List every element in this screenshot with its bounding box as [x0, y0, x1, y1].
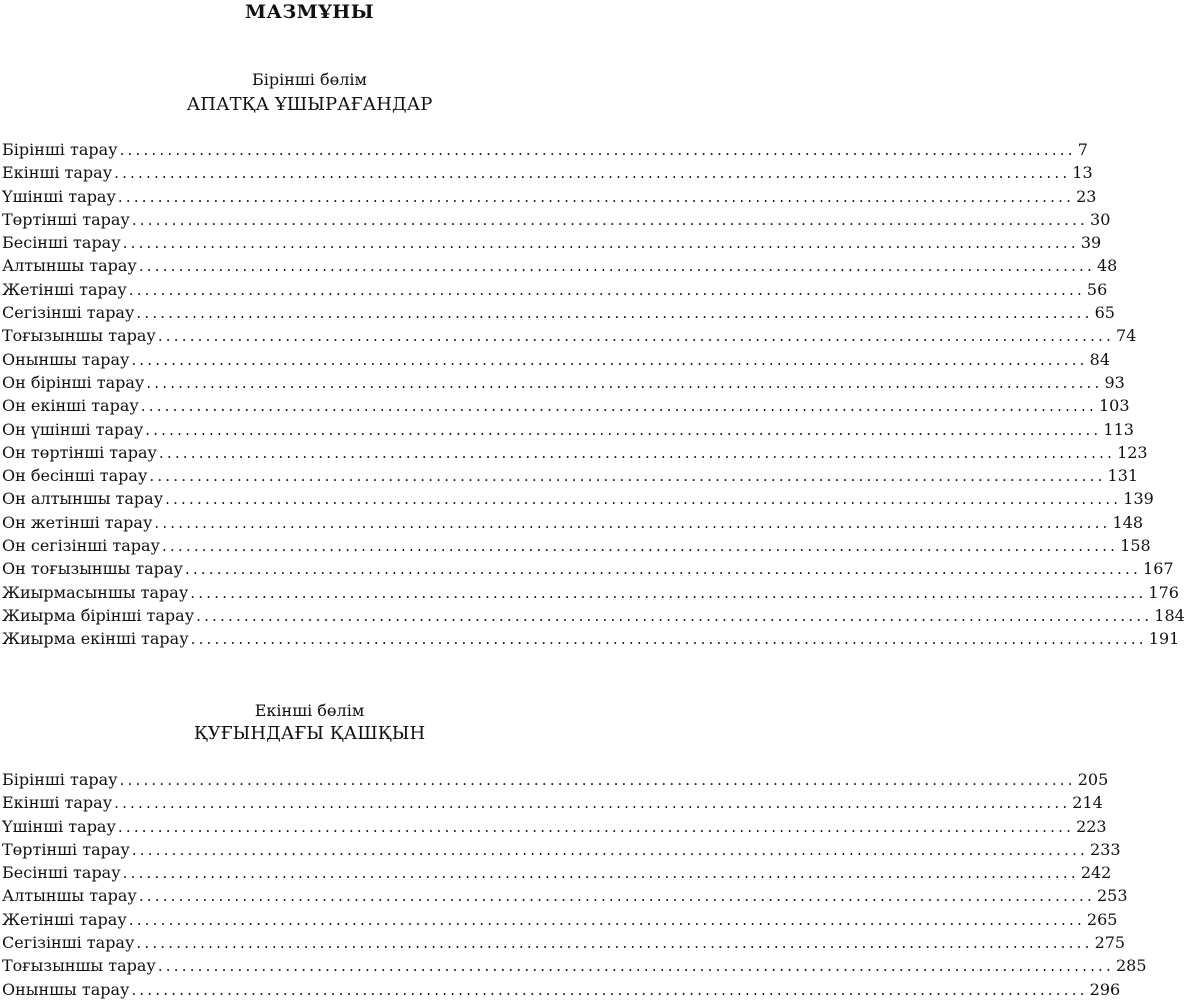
dot-leader: ........................................................................................................................	[117, 817, 1075, 836]
chapter-page-number: 56	[1086, 279, 1108, 299]
chapter-page-number: 253	[1096, 886, 1128, 906]
chapter-page-number: 48	[1096, 256, 1118, 276]
toc-entry[interactable]	[2, 371, 1125, 394]
dot-leader: ........................................................................................................................	[196, 606, 1153, 625]
toc-entry[interactable]	[2, 464, 1139, 487]
chapter-title: Жиырмасыншы тарау	[2, 582, 189, 602]
chapter-title: Тоғызыншы тарау	[2, 326, 156, 346]
dot-leader: ........................................................................................................................	[122, 234, 1079, 253]
chapter-page-number: 285	[1116, 956, 1147, 976]
dot-leader: ........................................................................................................................	[114, 164, 1071, 183]
chapter-title: Жиырма бірінші тарау	[2, 605, 195, 625]
dot-leader: ........................................................................................................................	[165, 490, 1122, 509]
dot-leader: ........................................................................................................................	[138, 257, 1095, 276]
dot-leader: ........................................................................................................................	[184, 560, 1142, 579]
chapter-page-number: 296	[1089, 979, 1121, 999]
chapter-title: Он тоғызыншы тарау	[2, 559, 183, 579]
chapter-page-number: 242	[1080, 863, 1112, 883]
chapter-page-number: 214	[1072, 793, 1103, 813]
part-2-label: Екінші бөлім	[254, 701, 365, 720]
toc-entry[interactable]	[2, 185, 1097, 208]
toc-entry[interactable]	[2, 815, 1107, 838]
chapter-title: Сегізінші тарау	[2, 933, 135, 953]
dot-leader: ........................................................................................................................	[154, 513, 1111, 532]
toc-entry[interactable]	[2, 908, 1118, 931]
chapter-title: Оныншы тарау	[2, 979, 130, 999]
toc-entry[interactable]	[2, 768, 1109, 791]
chapter-title: Жетінші тарау	[2, 909, 127, 929]
toc-entry[interactable]	[2, 861, 1112, 884]
chapter-title: Он сегізінші тарау	[2, 536, 160, 556]
chapter-page-number: 84	[1089, 349, 1110, 369]
chapter-page-number: 7	[1077, 140, 1088, 159]
chapter-page-number: 103	[1098, 396, 1130, 416]
dot-leader: ........................................................................................................................	[119, 771, 1076, 789]
toc-entry[interactable]	[2, 208, 1111, 231]
chapter-title: Он екінші тарау	[2, 396, 139, 416]
chapter-title: Он бесінші тарау	[2, 466, 148, 486]
dot-leader: ........................................................................................................................	[117, 187, 1075, 206]
dot-leader: ........................................................................................................................	[119, 141, 1076, 159]
toc-entry[interactable]	[2, 557, 1174, 580]
chapter-title: Оныншы тарау	[2, 349, 130, 369]
page-title: МАЗМҰНЫ	[244, 1, 375, 23]
toc-entry[interactable]	[2, 978, 1121, 1001]
dot-leader: ........................................................................................................................	[146, 373, 1103, 392]
dot-leader: ........................................................................................................................	[128, 280, 1085, 299]
chapter-page-number: 30	[1090, 209, 1111, 229]
toc-entry[interactable]	[2, 931, 1126, 954]
dot-leader: ........................................................................................................................	[138, 887, 1095, 906]
dot-leader: ........................................................................................................................	[190, 583, 1147, 602]
dot-leader: ........................................................................................................................	[131, 350, 1088, 369]
part-2-chapter-list	[2, 768, 1147, 1001]
chapter-title: Бірінші тарау	[2, 140, 118, 159]
toc-entry[interactable]	[2, 394, 1130, 417]
chapter-page-number: 131	[1107, 466, 1139, 486]
dot-leader: ........................................................................................................................	[128, 910, 1085, 929]
toc-entry[interactable]	[2, 231, 1102, 254]
chapter-title: Он үшінші тарау	[2, 419, 144, 439]
dot-leader: ........................................................................................................................	[161, 537, 1119, 556]
chapter-page-number: 148	[1112, 512, 1144, 532]
chapter-page-number: 223	[1076, 816, 1107, 836]
chapter-title: Төртінші тарау	[2, 209, 130, 229]
chapter-title: Жиырма екінші тарау	[2, 629, 189, 649]
chapter-page-number: 65	[1094, 303, 1115, 323]
toc-entry[interactable]	[2, 441, 1148, 464]
chapter-title: Он алтыншы тарау	[2, 489, 164, 509]
toc-entry[interactable]	[2, 348, 1110, 371]
toc-entry[interactable]	[2, 954, 1147, 977]
chapter-title: Жетінші тарау	[2, 279, 127, 299]
part-1-label: Бірінші бөлім	[252, 70, 367, 89]
toc-entry[interactable]	[2, 534, 1151, 557]
dot-leader: ........................................................................................................................	[114, 794, 1071, 813]
chapter-page-number: 167	[1143, 559, 1174, 579]
toc-entry[interactable]	[2, 627, 1180, 650]
chapter-title: Бесінші тарау	[2, 233, 121, 253]
toc-entry[interactable]	[2, 487, 1154, 510]
chapter-title: Екінші тарау	[2, 793, 113, 813]
chapter-page-number: 184	[1154, 605, 1185, 625]
part-1-chapter-list	[2, 138, 1185, 651]
chapter-page-number: 113	[1103, 419, 1134, 439]
chapter-title: Алтыншы тарау	[2, 256, 137, 276]
chapter-page-number: 139	[1123, 489, 1154, 509]
toc-entry[interactable]	[2, 324, 1137, 347]
dot-leader: ........................................................................................................................	[190, 630, 1147, 649]
chapter-page-number: 23	[1076, 186, 1097, 206]
chapter-page-number: 74	[1116, 326, 1137, 346]
dot-leader: ........................................................................................................................	[131, 980, 1088, 999]
part-2-title: ҚУҒЫНДАҒЫ ҚАШҚЫН	[193, 723, 426, 744]
dot-leader: ........................................................................................................................	[136, 934, 1093, 953]
part-1-title: АПАТҚА ҰШЫРАҒАНДАР	[186, 94, 433, 115]
chapter-title: Екінші тарау	[2, 163, 113, 183]
toc-entry[interactable]	[2, 138, 1088, 161]
toc-entry[interactable]	[2, 838, 1121, 861]
toc-entry[interactable]	[2, 278, 1108, 301]
chapter-page-number: 191	[1148, 629, 1180, 649]
toc-entry[interactable]	[2, 418, 1134, 441]
dot-leader: ........................................................................................................................	[149, 467, 1106, 486]
toc-entry[interactable]	[2, 604, 1185, 627]
chapter-title: Бірінші тарау	[2, 770, 118, 789]
dot-leader: ........................................................................................................................	[131, 210, 1089, 229]
toc-entry[interactable]	[2, 884, 1128, 907]
dot-leader: ........................................................................................................................	[122, 864, 1079, 883]
toc-entry[interactable]	[2, 161, 1093, 184]
chapter-page-number: 265	[1086, 909, 1118, 929]
chapter-page-number: 93	[1104, 372, 1125, 392]
toc-entry[interactable]	[2, 511, 1144, 534]
chapter-page-number: 123	[1117, 442, 1148, 462]
chapter-page-number: 39	[1080, 233, 1102, 253]
chapter-page-number: 205	[1077, 770, 1109, 789]
chapter-title: Он жетінші тарау	[2, 512, 153, 532]
dot-leader: ........................................................................................................................	[140, 397, 1097, 416]
dot-leader: ........................................................................................................................	[136, 304, 1093, 323]
chapter-title: Алтыншы тарау	[2, 886, 137, 906]
toc-entry[interactable]	[2, 254, 1118, 277]
dot-leader: ........................................................................................................................	[157, 327, 1114, 346]
chapter-page-number: 275	[1094, 933, 1126, 953]
chapter-page-number: 158	[1120, 536, 1151, 556]
dot-leader: ........................................................................................................................	[131, 840, 1089, 859]
chapter-title: Төртінші тарау	[2, 839, 130, 859]
chapter-title: Бесінші тарау	[2, 863, 121, 883]
chapter-title: Үшінші тарау	[2, 816, 116, 836]
toc-entry[interactable]	[2, 581, 1179, 604]
chapter-title: Он төртінші тарау	[2, 442, 157, 462]
chapter-title: Үшінші тарау	[2, 186, 116, 206]
dot-leader: ........................................................................................................................	[145, 420, 1102, 439]
chapter-page-number: 176	[1148, 582, 1179, 602]
toc-entry[interactable]	[2, 791, 1103, 814]
chapter-page-number: 233	[1090, 839, 1121, 859]
chapter-title: Сегізінші тарау	[2, 303, 135, 323]
chapter-title: Он бірінші тарау	[2, 372, 145, 392]
chapter-title: Тоғызыншы тарау	[2, 956, 156, 976]
dot-leader: ........................................................................................................................	[158, 443, 1116, 462]
chapter-page-number: 13	[1072, 163, 1093, 183]
dot-leader: ........................................................................................................................	[157, 957, 1114, 976]
toc-entry[interactable]	[2, 301, 1115, 324]
